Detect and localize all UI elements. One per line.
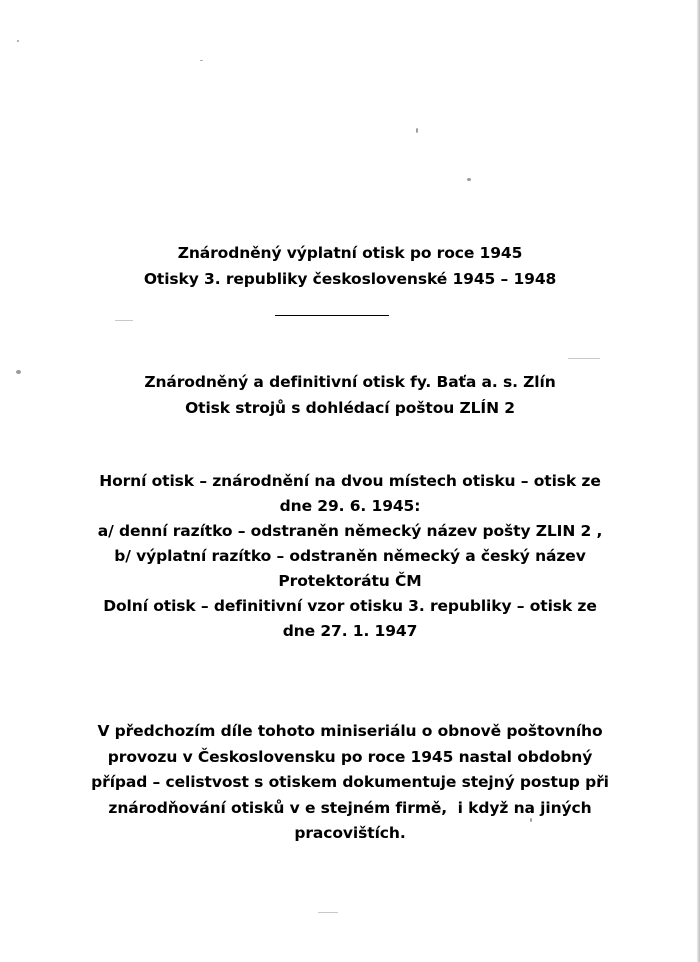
scan-smudge bbox=[568, 358, 600, 359]
paragraph-line: znárodňování otisků v e stejném firmě, i když na jiných bbox=[108, 798, 592, 817]
title-line: Otisky 3. republiky československé 1945 – 1948 bbox=[143, 270, 557, 288]
subtitle-line: Znárodněný a definitivní otisk fy. Baťa a. s. Zlín bbox=[144, 373, 556, 391]
document-title bbox=[0, 240, 700, 292]
scan-speck bbox=[17, 40, 19, 42]
title-line: Znárodněný výplatní otisk po roce 1945 bbox=[177, 244, 523, 262]
description-line: a/ denní razítko – odstraněn německý název pošty ZLIN 2 , bbox=[97, 522, 603, 540]
scan-speck bbox=[200, 60, 203, 61]
scan-smudge bbox=[115, 320, 133, 321]
scan-smudge bbox=[318, 912, 338, 913]
paragraph-line: provozu v Československu po roce 1945 nastal obdobný bbox=[107, 747, 593, 766]
scan-speck bbox=[467, 178, 471, 181]
description-line: dne 27. 1. 1947 bbox=[282, 622, 418, 640]
document-subtitle bbox=[0, 369, 700, 421]
subtitle-line: Otisk strojů s dohlédací poštou ZLÍN 2 bbox=[185, 399, 515, 417]
description-line: dne 29. 6. 1945: bbox=[279, 497, 421, 515]
paragraph-line: případ – celistvost s otiskem dokumentuje stejný postup při bbox=[91, 773, 609, 791]
description-line: Horní otisk – znárodnění na dvou místech otisku – otisk ze bbox=[99, 472, 601, 490]
description-line: Dolní otisk – definitivní vzor otisku 3. republiky – otisk ze bbox=[103, 597, 597, 615]
paragraph-line: pracovištích. bbox=[294, 824, 406, 842]
paragraph-line: V předchozím díle tohoto miniseriálu o obnově poštovního bbox=[97, 722, 603, 740]
scan-speck bbox=[416, 128, 418, 133]
imprint-description bbox=[0, 469, 700, 644]
title-divider bbox=[275, 315, 389, 316]
closing-paragraph bbox=[0, 719, 700, 847]
description-line: Protektorátu ČM bbox=[278, 572, 422, 590]
description-line: b/ výplatní razítko – odstraněn německý a český název bbox=[114, 547, 586, 565]
